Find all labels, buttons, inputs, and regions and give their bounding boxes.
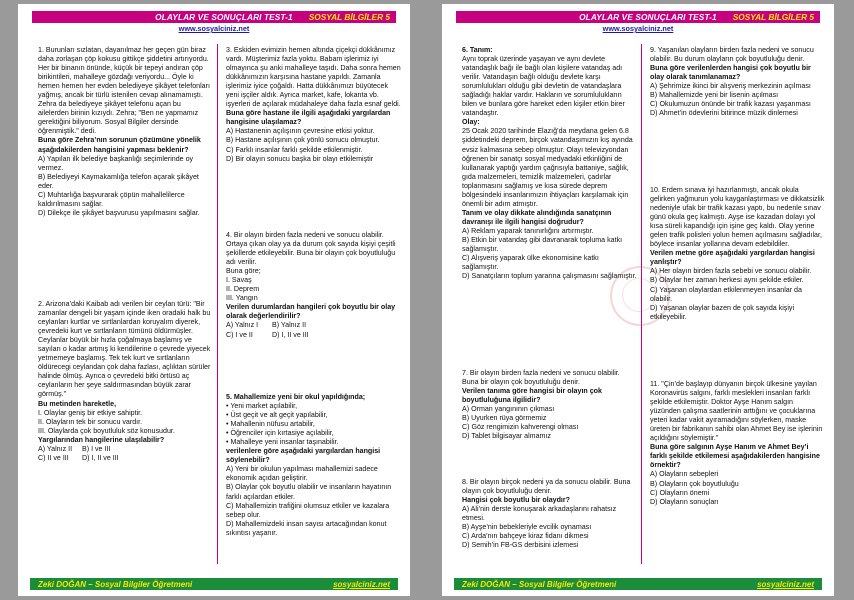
option-d[interactable]: D) Sanatçıların toplum yararına çalışmasını sağlamıştır. [462,272,637,281]
question-11 [650,380,825,507]
right-column-2 [650,46,825,511]
bullet-3: • Mahallenin nüfusu artabilir, [226,420,315,429]
website-link[interactable]: www.sosyalciniz.net [178,24,250,33]
question-head: 5. Mahallemize yeni bir okul yapıldığında; [226,393,366,401]
option-c[interactable]: C) II ve III [38,453,69,462]
option-d[interactable]: D) Dilekçe ile şikâyet başvurusu yapılmasını sağlar. [38,208,200,217]
statement-1: I. Olaylar geniş bir etkiye sahiptir. [38,408,143,417]
column-divider [217,44,218,564]
option-a[interactable]: A) Hastanenin açılışının çevresine etkisi yoktur. [226,127,375,136]
author-name: Zeki DOĞAN – Sosyal Bilgiler Öğretmeni [462,579,617,589]
option-a[interactable]: A) Reklam yaparak tanınırlığını artırmıştır. [462,226,594,235]
option-c[interactable]: C) Muhtarlığa başvurarak çöpün mahallelilerce kaldırılmasını sağlar. [38,190,185,208]
page-header [32,11,396,23]
question-text: 8. Bir olayın birçok nedeni ya da sonucu olabilir. Buna olayın çok boyutluluğu denir. [462,478,631,496]
option-b[interactable]: B) Olaylar çok boyutlu olabilir ve insanların hayatının farklı açılardan etkiler. [226,483,392,501]
question-stem: Verilen tanıma göre hangisi bir olayın çok boyutluluğuna ilgilidir? [462,387,602,405]
option-d[interactable]: D) Mahallemizdeki insan sayısı artacağından konut sıkıntısı yaşanır. [226,519,387,537]
option-d[interactable]: D) I, II ve III [82,453,119,462]
option-c[interactable]: C) Olayların önemi [650,488,710,497]
question-stem-2: Yargılarından hangilerine ulaşılabilir? [38,435,165,444]
question-text: 10. Erdem sınava iyi hazırlanmıştı, ancak okula gelirken yağmurun yolu kayganlaştırması ve dikkatsizlik nedeniyle ufak bir trafik kazası yaptı, bu nedenle sınav günü okula geç kalmıştı. Ayşe ise kazadan dolayı yol kısa süreli kapandığı için işine geç kaldı. Olay yerine gelen trafik polisleri yolun hemen açılmasını sağladılar, böylece insanlar yollarına devam edebildiler. [650,186,825,249]
statement-2: II. Olayların tek bir sonucu vardır. [38,417,143,426]
option-b[interactable]: B) Olaylar her zaman herkesi aynı şekilde etkiler. [650,276,804,285]
question-text: 1. Burunları sızlatan, dayanılmaz her geçen gün biraz daha zorlaşan çöp kokusu gittikçe şiddetini artırıyordu. Her bir binanın önünde, küçük bir tepeyi andıran çöp birikintileri, mahalleye gözdağı veriyordu... Öyle ki hemen hemen her evden belediyeye şikâyet telefonları yağmış, ancak bir türlü istenilen cevap alınamamıştı. Zehra da belediyeye şikâyet telefonu açan bu ailelerden birinin kızıydı. Zehra; "Ben ne yapmamız gerektiğini biliyorum. Sosyal Bilgiler dersinde öğrenmiştik." dedi. [38,46,210,136]
left-column-1 [38,46,213,467]
question-2 [38,300,213,463]
question-stem: Bu metinden hareketle, [38,399,117,408]
question-text: 4. Bir olayın birden fazla nedeni ve sonucu olabilir. Ortaya çıkan olay ya da durum çok sayıda kişiyi çeşitli şekillerde etkileyebilir. Buna bir olayın çok boyutluluğu adı verilir. [226,231,396,267]
footer-website-link[interactable]: sosyalciniz.net [333,579,390,589]
question-stem: Buna göre Zehra’nın sorunun çözümüne yönelik aşağıdakilerden hangisini yapması beklenir? [38,136,201,154]
question-1 [38,46,213,296]
question-head-2: Olay: [462,118,480,127]
left-column-2 [226,46,401,542]
option-d[interactable]: D) Bir olayın sonucu başka bir olayı etkilemiştir [226,154,374,163]
option-b[interactable]: B) Yalnız II [272,321,307,330]
option-d[interactable]: D) Tablet bilgisayar almamız [462,432,551,441]
question-stem: Buna göre salgının Ayşe Hanım ve Ahmet Bey’i farklı şekilde etkilemesi aşağıdakilerden hangisine örnektir? [650,443,820,470]
option-b[interactable]: B) Ayşe’nin bebekleriyle evcilik oynaması [462,523,592,532]
option-c[interactable]: C) Okulumuzun önünde bir trafik kazası yaşanması [650,100,811,109]
option-d[interactable]: D) Olayların sonuçları [650,497,719,506]
question-stem: Verilen durumlardan hangileri çok boyutlu bir olay olarak değerlendirilir? [226,303,396,321]
page-header [456,11,820,23]
definition-text: Aynı toprak üzerinde yaşayan ve aynı devlete vatandaşlık bağı ile bağlı olan kişilere vatandaş adı verilir. Vatandaşın bağlı olduğu devlete karşı sorumlulukları olduğu gibi devletin de vatandaşlara sağladığı haklar vardır. Hakların ve sorumlulukların bilen ve bunlara göre hareket eden kişiler etkin birer vatandaştır. [462,55,625,118]
right-column-1 [462,46,637,554]
question-stem: verilenlere göre aşağıdaki yargılardan hangisi söylenebilir? [226,447,381,465]
question-5 [226,393,401,538]
footer-website-link[interactable]: sosyalciniz.net [757,579,814,589]
question-text: 2. Arizona’daki Kaibab adı verilen bir ceylan türü: "Bir zamanlar dengeli bir yaşam içinde iken oradaki halk bu ceylanları kurtlar ve sırtlanlardan koruyalım diyerek, çevredeki kurt ve sırtlanların tümünü öldürmüşler. Ceylanlar büyük bir hızla çoğalmaya başlamış ve sayıları o kadar artmış ki kendilerine o çevrede yiyecek yetmemeye başlamış. Tek tek kurt ve sırtlanların öldürecegi ceylandan çok daha fazlası, açlıktan sürüler halinde ölmüş. Ayrıca o çevredeki bitki örtüsü aç ceylanların her şeye saldırmasından büyük zarar görmüş." [38,300,211,399]
question-7 [462,369,637,474]
option-d[interactable]: D) Semih’in FB-GS derbisini izlemesi [462,541,579,550]
question-text: 9. Yaşanılan olayların birden fazla nedeni ve sonucu olabilir. Bu durum olayların çok boyutluluğu denir. [650,46,814,64]
option-a[interactable]: A) Ali’nin derste konuşarak arkadaşlarını rahatsız etmesi. [462,505,617,523]
option-a[interactable]: A) Yalnız I [226,321,259,330]
statement-3: III. Olaylarda çok boyutluluk söz konusudur. [38,426,175,435]
option-b[interactable]: B) Mahallemizde yeni bir lisenin açılması [650,91,779,100]
bullet-4: • Öğrenciler için kırtasiye açılabilir, [226,429,334,438]
option-d[interactable]: D) Yaşanan olaylar bazen de çok sayıda kişiyi etkileyebilir. [650,303,795,321]
question-3 [226,46,401,227]
question-head: 6. Tanım: [462,46,493,54]
question-9 [650,46,825,182]
option-c[interactable]: C) Göz rengimizin kahverengi olması [462,423,579,432]
statement-2: II. Deprem [226,285,260,294]
question-stem: Hangisi çok boyutlu bir olaydır? [462,496,570,505]
event-text: 25 Ocak 2020 tarihinde Elazığ’da meydana gelen 6.8 şiddetindeki deprem, birçok vatandaşımızın kış ayında evsiz kalmasına sebep olmuştur. Olayı televizyondan öğrenen bir sanatçı sosyal medyadaki etkinliğini de kullanarak yaptığı yardım çağrısıyla battaniye, sağlık, gıda malzemeleri, temizlik malzemeleri, çadırlar toplanmasını sağlamış ve kısa sürede deprem bölgesindeki insanlarımızın ihtiyaçları karşılamak için önemli bir adım atmıştır. [462,127,633,208]
bullet-2: • Üst geçit ve alt geçit yapılabilir, [226,411,328,420]
left-page [18,4,410,596]
option-d[interactable]: D) Ahmet’in ödevlerini bitirince müzik dinlemesi [650,109,798,118]
option-a[interactable]: A) Şehrimize ikinci bir alışveriş merkezinin açılması [650,82,811,91]
subject-label: SOSYAL BİLGİLER 5 [308,12,390,22]
question-text: 7. Bir olayın birden fazla nedeni ve sonucu olabilir. Buna bir olayın çok boyutluluğu denir. [462,369,620,387]
option-a[interactable]: A) Yapılan ilk belediye başkanlığı seçimlerinde oy vermez. [38,154,194,172]
question-6 [462,46,637,365]
subject-label: SOSYAL BİLGİLER 5 [732,12,814,22]
option-a[interactable]: A) Olayların sebepleri [650,470,719,479]
option-d[interactable]: D) I, II ve III [272,330,309,339]
bullet-1: • Yeni market açılabilir, [226,402,298,411]
right-page [442,4,834,596]
question-4 [226,231,401,389]
author-name: Zeki DOĞAN – Sosyal Bilgiler Öğretmeni [38,579,193,589]
option-b[interactable]: B) I ve III [82,444,111,453]
statement-1: I. Savaş [226,276,252,285]
question-intro: Buna göre; [226,267,261,276]
option-b[interactable]: B) Hastane açılışının çok yönlü sonucu olmuştur. [226,136,380,145]
option-a[interactable]: A) Yalnız II [38,444,73,453]
option-a[interactable]: A) Her olayın birden fazla sebebi ve sonucu olabilir. [650,267,812,276]
option-c[interactable]: C) Arda’nın bahçeye kiraz fidanı dikmesi [462,532,589,541]
option-b[interactable]: B) Uyurken rüya görmemiz [462,414,547,423]
question-stem: Verilen metne göre aşağıdaki yargılardan hangisi yanlıştır? [650,249,815,267]
option-c[interactable]: C) Yaşanan olaylardan etkilenmeyen insanlar da olabilir. [650,285,802,303]
bullet-5: • Mahalleye yeni insanlar taşınabilir. [226,438,339,447]
option-b[interactable]: B) Olayların çok boyutluluğu [650,479,739,488]
test-title: OLAYLAR VE SONUÇLARI TEST-1 [155,12,293,22]
option-b[interactable]: B) Etkin bir vatandaş gibi davranarak topluma katkı sağlamıştır. [462,235,623,254]
question-10 [650,186,825,376]
option-c[interactable]: C) Farklı insanlar farklı şekilde etkilenmiştir. [226,145,363,154]
page-footer [454,578,822,590]
question-stem: Tanım ve olay dikkate alındığında sanatçının davranışı ile ilgili hangisi doğrudur? [462,208,612,226]
question-text: 3. Eskiden evimizin hemen altında çiçekçi dükkânımız vardı. Müşterimiz fazla yoktu. Babam işlerimiz iyi olmayınca şu anki mahalleye taşıdı. Daha sonra hemen dükkânımızın karşısına hastane yapıldı. Zamanla işlerimiz iyice çoğaldı. Hatta dükkânımızı büyütecek yeni işçiler aldık. Ayrıca market, kafe, lokanta vb. işyerleri de açılarak müdahaleye daha fazla esnaf geldi. [226,46,401,109]
option-c[interactable]: C) Alışveriş yaparak ülke ekonomisine katkı sağlamıştır. [462,254,599,272]
option-b[interactable]: B) Belediyeyi Kaymakamlığa telefon açarak şikâyet eder. [38,172,199,190]
page-footer [30,578,398,590]
option-c[interactable]: C) Mahallemizin trafiğini olumsuz etkiler ve kazalara sebep olur. [226,501,390,519]
question-8 [462,478,637,550]
question-text: 11. "Çin’de başlayıp dünyanın birçok ülkesine yayılan Koronavirüs salgını, farklı meslekleri insanları farklı şekilde etkilemiştir. Doktor Ayşe Hanım salgın yüzünden çalışma saatlerinin arttığını ve çocuklarına yeteri kadar vakit ayıramadığını söylerken, maske üreten bir fabrikanın sahibi olan Ahmet Bey ise işlerinin açıldığını söylemiştir." [650,380,823,443]
option-a[interactable]: A) Orman yangınının çıkması [462,405,555,414]
question-stem: Buna göre hastane ile ilgili aşağıdaki yargılardan hangisine ulaşılamaz? [226,109,391,127]
statement-3: III. Yangın [226,294,258,303]
option-a[interactable]: A) Yeni bir okulun yapılması mahallemizi sadece ekonomik açıdan geliştirir. [226,465,378,483]
website-link[interactable]: www.sosyalciniz.net [602,24,674,33]
test-title: OLAYLAR VE SONUÇLARI TEST-1 [579,12,717,22]
option-c[interactable]: C) I ve II [226,330,253,339]
question-stem: Buna göre verilenlerden hangisi çok boyutlu bir olay olarak tanımlanamaz? [650,64,811,82]
